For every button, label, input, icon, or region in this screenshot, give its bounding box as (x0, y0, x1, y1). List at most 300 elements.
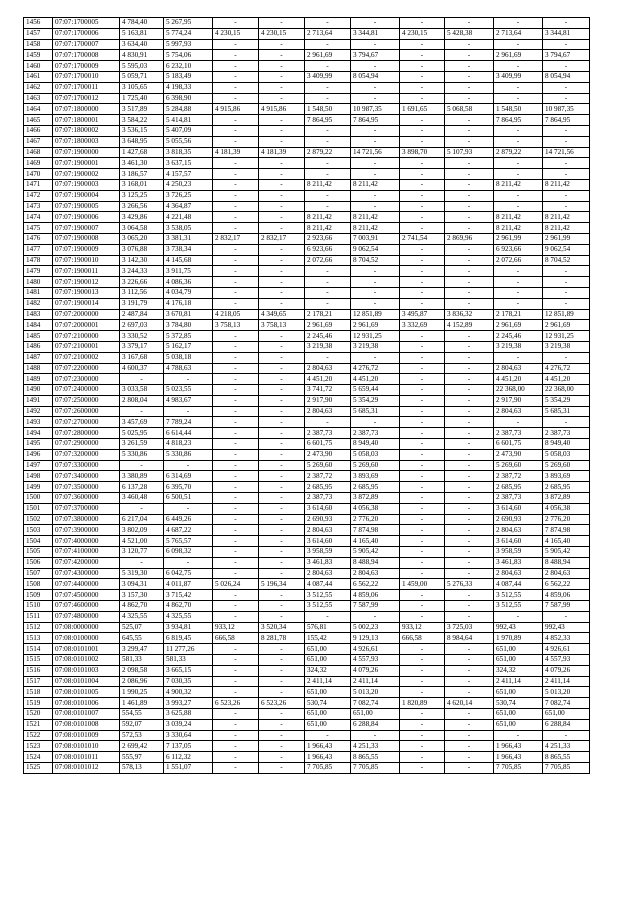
value-cell: 22 368,00 (543, 385, 590, 396)
value-cell: 4 859,06 (351, 590, 400, 601)
value-cell: 3 330,64 (164, 730, 213, 741)
value-cell: - (543, 18, 590, 29)
value-cell: 6 923,66 (494, 244, 543, 255)
value-cell: 5 685,31 (543, 406, 590, 417)
value-cell: - (400, 611, 445, 622)
value-cell: - (445, 71, 494, 82)
value-cell: - (445, 665, 494, 676)
value-cell: 5 269,60 (543, 460, 590, 471)
row-number-cell: 1493 (24, 417, 53, 428)
value-cell: - (351, 298, 400, 309)
value-cell: - (259, 18, 305, 29)
table-row (24, 82, 590, 93)
code-cell: 07:07:1800001 (53, 115, 120, 126)
table-row (24, 298, 590, 309)
value-cell: 3 872,89 (543, 493, 590, 504)
value-cell: - (400, 115, 445, 126)
value-cell: 2 387,72 (494, 471, 543, 482)
code-cell: 07:07:2400000 (53, 385, 120, 396)
value-cell: 2 808,04 (120, 395, 164, 406)
value-cell: 2 178,21 (305, 309, 351, 320)
value-cell: 3 634,40 (120, 39, 164, 50)
code-cell: 07:07:1700012 (53, 93, 120, 104)
value-cell: 11 277,26 (164, 644, 213, 655)
value-cell: - (400, 385, 445, 396)
value-cell: 3 625,88 (164, 709, 213, 720)
code-cell: 07:07:3400000 (53, 471, 120, 482)
value-cell: - (445, 644, 494, 655)
value-cell: - (400, 244, 445, 255)
table-row (24, 395, 590, 406)
table-row (24, 665, 590, 676)
value-cell: 7 705,85 (305, 762, 351, 773)
value-cell: - (213, 331, 259, 342)
value-cell: 5 659,44 (351, 385, 400, 396)
value-cell: 155,42 (305, 633, 351, 644)
table-row (24, 61, 590, 72)
value-cell: 2 804,63 (305, 363, 351, 374)
table-row (24, 374, 590, 385)
value-cell: - (213, 169, 259, 180)
row-number-cell: 1478 (24, 255, 53, 266)
value-cell: - (213, 50, 259, 61)
value-cell: 3 648,95 (120, 136, 164, 147)
value-cell: - (259, 158, 305, 169)
value-cell: 10 987,35 (543, 104, 590, 115)
value-cell: 2 473,90 (494, 449, 543, 460)
table-row (24, 417, 590, 428)
value-cell: 12 851,89 (351, 309, 400, 320)
value-cell: 592,07 (120, 719, 164, 730)
value-cell: 3 725,03 (445, 622, 494, 633)
value-cell: 3 512,55 (494, 601, 543, 612)
value-cell: 5 267,95 (164, 18, 213, 29)
value-cell: 3 872,89 (351, 493, 400, 504)
value-cell: - (400, 428, 445, 439)
code-cell: 07:07:4000000 (53, 536, 120, 547)
code-cell: 07:07:1900009 (53, 244, 120, 255)
value-cell: 2 178,21 (494, 309, 543, 320)
table-row (24, 536, 590, 547)
value-cell: 4 818,23 (164, 439, 213, 450)
row-number-cell: 1506 (24, 557, 53, 568)
value-cell: - (445, 374, 494, 385)
row-number-cell: 1481 (24, 287, 53, 298)
value-cell: - (213, 158, 259, 169)
value-cell: - (213, 590, 259, 601)
code-cell: 07:07:4200000 (53, 557, 120, 568)
value-cell: - (400, 298, 445, 309)
row-number-cell: 1487 (24, 352, 53, 363)
value-cell: - (400, 547, 445, 558)
value-cell: 3 958,59 (494, 547, 543, 558)
row-number-cell: 1485 (24, 331, 53, 342)
value-cell: - (494, 298, 543, 309)
value-cell: - (543, 266, 590, 277)
value-cell: - (351, 93, 400, 104)
value-cell: 933,12 (213, 622, 259, 633)
value-cell: - (494, 352, 543, 363)
code-cell: 07:07:1700011 (53, 82, 120, 93)
value-cell: - (213, 687, 259, 698)
value-cell: 2 387,73 (305, 428, 351, 439)
value-cell: - (351, 201, 400, 212)
row-number-cell: 1494 (24, 428, 53, 439)
value-cell: 6 232,10 (164, 61, 213, 72)
value-cell: 5 997,93 (164, 39, 213, 50)
value-cell: 2 387,73 (494, 493, 543, 504)
value-cell: 5 002,23 (351, 622, 400, 633)
table-row (24, 601, 590, 612)
table-row (24, 158, 590, 169)
value-cell: - (259, 557, 305, 568)
row-number-cell: 1497 (24, 460, 53, 471)
value-cell: - (494, 39, 543, 50)
value-cell: 6 449,26 (164, 514, 213, 525)
value-cell: 3 614,60 (305, 503, 351, 514)
value-cell: - (400, 655, 445, 666)
code-cell: 07:07:1900010 (53, 255, 120, 266)
value-cell: 4 830,91 (120, 50, 164, 61)
value-cell: 3 715,42 (164, 590, 213, 601)
value-cell: 4 784,40 (120, 18, 164, 29)
value-cell: 1 427,68 (120, 147, 164, 158)
value-cell: 5 038,18 (164, 352, 213, 363)
value-cell: - (445, 179, 494, 190)
row-number-cell: 1461 (24, 71, 53, 82)
value-cell: 2 804,63 (305, 406, 351, 417)
value-cell: 3 033,58 (120, 385, 164, 396)
value-cell: - (213, 762, 259, 773)
value-cell: 3 409,99 (305, 71, 351, 82)
value-cell: 3 670,81 (164, 309, 213, 320)
value-cell: - (494, 287, 543, 298)
value-cell: - (213, 709, 259, 720)
row-number-cell: 1501 (24, 503, 53, 514)
table-row (24, 190, 590, 201)
value-cell: - (543, 298, 590, 309)
row-number-cell: 1479 (24, 266, 53, 277)
value-cell: 2 387,73 (305, 493, 351, 504)
value-cell: 4 276,72 (351, 363, 400, 374)
value-cell: - (259, 374, 305, 385)
value-cell: - (400, 93, 445, 104)
value-cell: - (445, 363, 494, 374)
row-number-cell: 1474 (24, 212, 53, 223)
value-cell: 3 741,72 (305, 385, 351, 396)
value-cell: - (259, 655, 305, 666)
value-cell: 4 900,32 (164, 687, 213, 698)
value-cell: - (494, 82, 543, 93)
value-cell: 6 500,51 (164, 493, 213, 504)
value-cell: 2 961,69 (305, 320, 351, 331)
code-cell: 07:07:3900000 (53, 525, 120, 536)
value-cell: - (543, 287, 590, 298)
value-cell: 3 958,59 (305, 547, 351, 558)
value-cell: - (400, 255, 445, 266)
data-table (23, 17, 590, 774)
value-cell: 6 112,32 (164, 752, 213, 763)
value-cell: - (400, 125, 445, 136)
value-cell: - (543, 611, 590, 622)
value-cell: 3 076,88 (120, 244, 164, 255)
value-cell: 7 789,24 (164, 417, 213, 428)
value-cell: - (543, 136, 590, 147)
value-cell: 8 949,40 (543, 439, 590, 450)
value-cell: - (543, 82, 590, 93)
value-cell: - (259, 503, 305, 514)
row-number-cell: 1514 (24, 644, 53, 655)
code-cell: 07:07:3500000 (53, 482, 120, 493)
value-cell: - (259, 741, 305, 752)
code-cell: 07:07:2900000 (53, 439, 120, 450)
row-number-cell: 1475 (24, 223, 53, 234)
value-cell: 7 864,95 (543, 115, 590, 126)
code-cell: 07:07:4400000 (53, 579, 120, 590)
value-cell: 2 245,46 (305, 331, 351, 342)
code-cell: 07:07:2100001 (53, 341, 120, 352)
value-cell: 4 230,15 (400, 28, 445, 39)
value-cell: 8 211,42 (351, 212, 400, 223)
value-cell: 651,00 (543, 709, 590, 720)
value-cell: - (213, 190, 259, 201)
table-row (24, 493, 590, 504)
value-cell: - (259, 590, 305, 601)
value-cell: 2 832,17 (259, 233, 305, 244)
code-cell: 07:07:1900012 (53, 277, 120, 288)
value-cell: - (213, 39, 259, 50)
value-cell: 7 587,99 (351, 601, 400, 612)
value-cell: 4 087,44 (494, 579, 543, 590)
value-cell: 3 120,77 (120, 547, 164, 558)
code-cell: 07:08:0101005 (53, 687, 120, 698)
value-cell: 3 758,13 (259, 320, 305, 331)
value-cell: - (351, 266, 400, 277)
table-row (24, 439, 590, 450)
value-cell: 6 601,75 (494, 439, 543, 450)
table-row (24, 698, 590, 709)
value-cell: 530,74 (494, 698, 543, 709)
code-cell: 07:07:3300000 (53, 460, 120, 471)
value-cell: - (445, 158, 494, 169)
row-number-cell: 1482 (24, 298, 53, 309)
value-cell: - (445, 449, 494, 460)
value-cell: 3 726,25 (164, 190, 213, 201)
value-cell: 5 059,71 (120, 71, 164, 82)
value-cell: 2 961,69 (305, 50, 351, 61)
value-cell: 7 137,05 (164, 741, 213, 752)
value-cell: 22 368,00 (494, 385, 543, 396)
value-cell: - (351, 169, 400, 180)
value-cell: 2 387,72 (305, 471, 351, 482)
row-number-cell: 1458 (24, 39, 53, 50)
table-row (24, 622, 590, 633)
value-cell: - (494, 277, 543, 288)
code-cell: 07:08:0000000 (53, 622, 120, 633)
value-cell: - (400, 557, 445, 568)
value-cell: - (445, 39, 494, 50)
value-cell: 14 721,56 (351, 147, 400, 158)
value-cell: - (164, 406, 213, 417)
value-cell: 5 595,03 (120, 61, 164, 72)
code-cell: 07:07:2800000 (53, 428, 120, 439)
value-cell: - (494, 611, 543, 622)
table-row (24, 39, 590, 50)
value-cell: 3 332,69 (400, 320, 445, 331)
value-cell: 2 804,63 (351, 568, 400, 579)
table-row (24, 633, 590, 644)
value-cell: - (400, 71, 445, 82)
table-row (24, 331, 590, 342)
value-cell: - (305, 277, 351, 288)
row-number-cell: 1516 (24, 665, 53, 676)
value-cell: 5 163,81 (120, 28, 164, 39)
value-cell: 9 062,54 (351, 244, 400, 255)
value-cell: 5 765,57 (164, 536, 213, 547)
value-cell: 2 411,14 (305, 676, 351, 687)
value-cell: 3 637,15 (164, 158, 213, 169)
row-number-cell: 1500 (24, 493, 53, 504)
code-cell: 07:08:0100000 (53, 633, 120, 644)
value-cell: - (259, 201, 305, 212)
value-cell: - (445, 752, 494, 763)
code-cell: 07:07:1800003 (53, 136, 120, 147)
value-cell: 2 387,73 (543, 428, 590, 439)
value-cell: 2 832,17 (213, 233, 259, 244)
code-cell: 07:08:0101012 (53, 762, 120, 773)
code-cell: 07:07:1700008 (53, 50, 120, 61)
value-cell: - (400, 590, 445, 601)
value-cell: 3 495,87 (400, 309, 445, 320)
value-cell: 3 094,31 (120, 579, 164, 590)
value-cell: - (213, 460, 259, 471)
value-cell: 7 082,74 (543, 698, 590, 709)
value-cell: - (351, 82, 400, 93)
code-cell: 07:07:1900001 (53, 158, 120, 169)
value-cell: 6 288,84 (351, 719, 400, 730)
value-cell: 4 451,20 (494, 374, 543, 385)
value-cell: - (400, 471, 445, 482)
value-cell: 2 804,63 (494, 525, 543, 536)
value-cell: - (213, 201, 259, 212)
value-cell: 14 721,56 (543, 147, 590, 158)
value-cell: 3 244,33 (120, 266, 164, 277)
code-cell: 07:07:1900013 (53, 287, 120, 298)
value-cell: - (494, 158, 543, 169)
value-cell: - (213, 363, 259, 374)
value-cell: - (445, 719, 494, 730)
value-cell: 2 685,95 (305, 482, 351, 493)
row-number-cell: 1491 (24, 395, 53, 406)
value-cell: 9 129,13 (351, 633, 400, 644)
value-cell: - (400, 709, 445, 720)
value-cell: - (445, 514, 494, 525)
value-cell: - (400, 82, 445, 93)
row-number-cell: 1477 (24, 244, 53, 255)
value-cell: - (445, 277, 494, 288)
value-cell: - (445, 331, 494, 342)
code-cell: 07:07:3200000 (53, 449, 120, 460)
value-cell: - (400, 665, 445, 676)
value-cell: - (400, 568, 445, 579)
row-number-cell: 1518 (24, 687, 53, 698)
code-cell: 07:07:1900014 (53, 298, 120, 309)
value-cell: - (305, 82, 351, 93)
value-cell: - (400, 536, 445, 547)
value-cell: - (543, 93, 590, 104)
value-cell: - (259, 752, 305, 763)
value-cell: 8 211,42 (351, 223, 400, 234)
value-cell: 4 349,65 (259, 309, 305, 320)
value-cell: 6 819,45 (164, 633, 213, 644)
value-cell: - (400, 190, 445, 201)
value-cell: - (351, 611, 400, 622)
value-cell: 3 898,70 (400, 147, 445, 158)
code-cell: 07:07:2700000 (53, 417, 120, 428)
value-cell: 4 915,86 (213, 104, 259, 115)
value-cell: 2 473,90 (305, 449, 351, 460)
value-cell: 2 487,84 (120, 309, 164, 320)
value-cell: 651,00 (494, 655, 543, 666)
value-cell: 8 488,94 (351, 557, 400, 568)
value-cell: 5 107,93 (445, 147, 494, 158)
value-cell: 2 869,96 (445, 233, 494, 244)
value-cell: - (351, 730, 400, 741)
value-cell: 4 079,26 (351, 665, 400, 676)
value-cell: 3 261,59 (120, 439, 164, 450)
row-number-cell: 1480 (24, 277, 53, 288)
value-cell: 2 685,95 (494, 482, 543, 493)
value-cell: 7 874,98 (543, 525, 590, 536)
value-cell: - (400, 136, 445, 147)
value-cell: 2 961,69 (494, 50, 543, 61)
value-cell: 992,43 (543, 622, 590, 633)
value-cell: - (120, 460, 164, 471)
value-cell: - (259, 601, 305, 612)
value-cell: 4 862,70 (164, 601, 213, 612)
value-cell: 5 026,24 (213, 579, 259, 590)
value-cell: 651,00 (305, 719, 351, 730)
value-cell: 1 459,00 (400, 579, 445, 590)
value-cell: - (400, 61, 445, 72)
value-cell: 5 685,31 (351, 406, 400, 417)
value-cell: - (445, 439, 494, 450)
value-cell: - (400, 158, 445, 169)
value-cell: - (120, 374, 164, 385)
value-cell: - (305, 136, 351, 147)
value-cell: 3 381,31 (164, 233, 213, 244)
value-cell: 4 157,57 (164, 169, 213, 180)
value-cell: 1 548,50 (494, 104, 543, 115)
value-cell: - (213, 471, 259, 482)
value-cell: - (400, 179, 445, 190)
value-cell: 4 145,68 (164, 255, 213, 266)
row-number-cell: 1522 (24, 730, 53, 741)
value-cell: - (445, 82, 494, 93)
value-cell: 992,43 (494, 622, 543, 633)
value-cell: - (445, 460, 494, 471)
code-cell: 07:08:0101010 (53, 741, 120, 752)
value-cell: - (259, 547, 305, 558)
table-row (24, 579, 590, 590)
code-cell: 07:07:3800000 (53, 514, 120, 525)
value-cell: 1 966,43 (305, 752, 351, 763)
value-cell: 5 183,49 (164, 71, 213, 82)
value-cell: - (400, 395, 445, 406)
row-number-cell: 1495 (24, 439, 53, 450)
value-cell: - (213, 125, 259, 136)
value-cell: - (305, 39, 351, 50)
